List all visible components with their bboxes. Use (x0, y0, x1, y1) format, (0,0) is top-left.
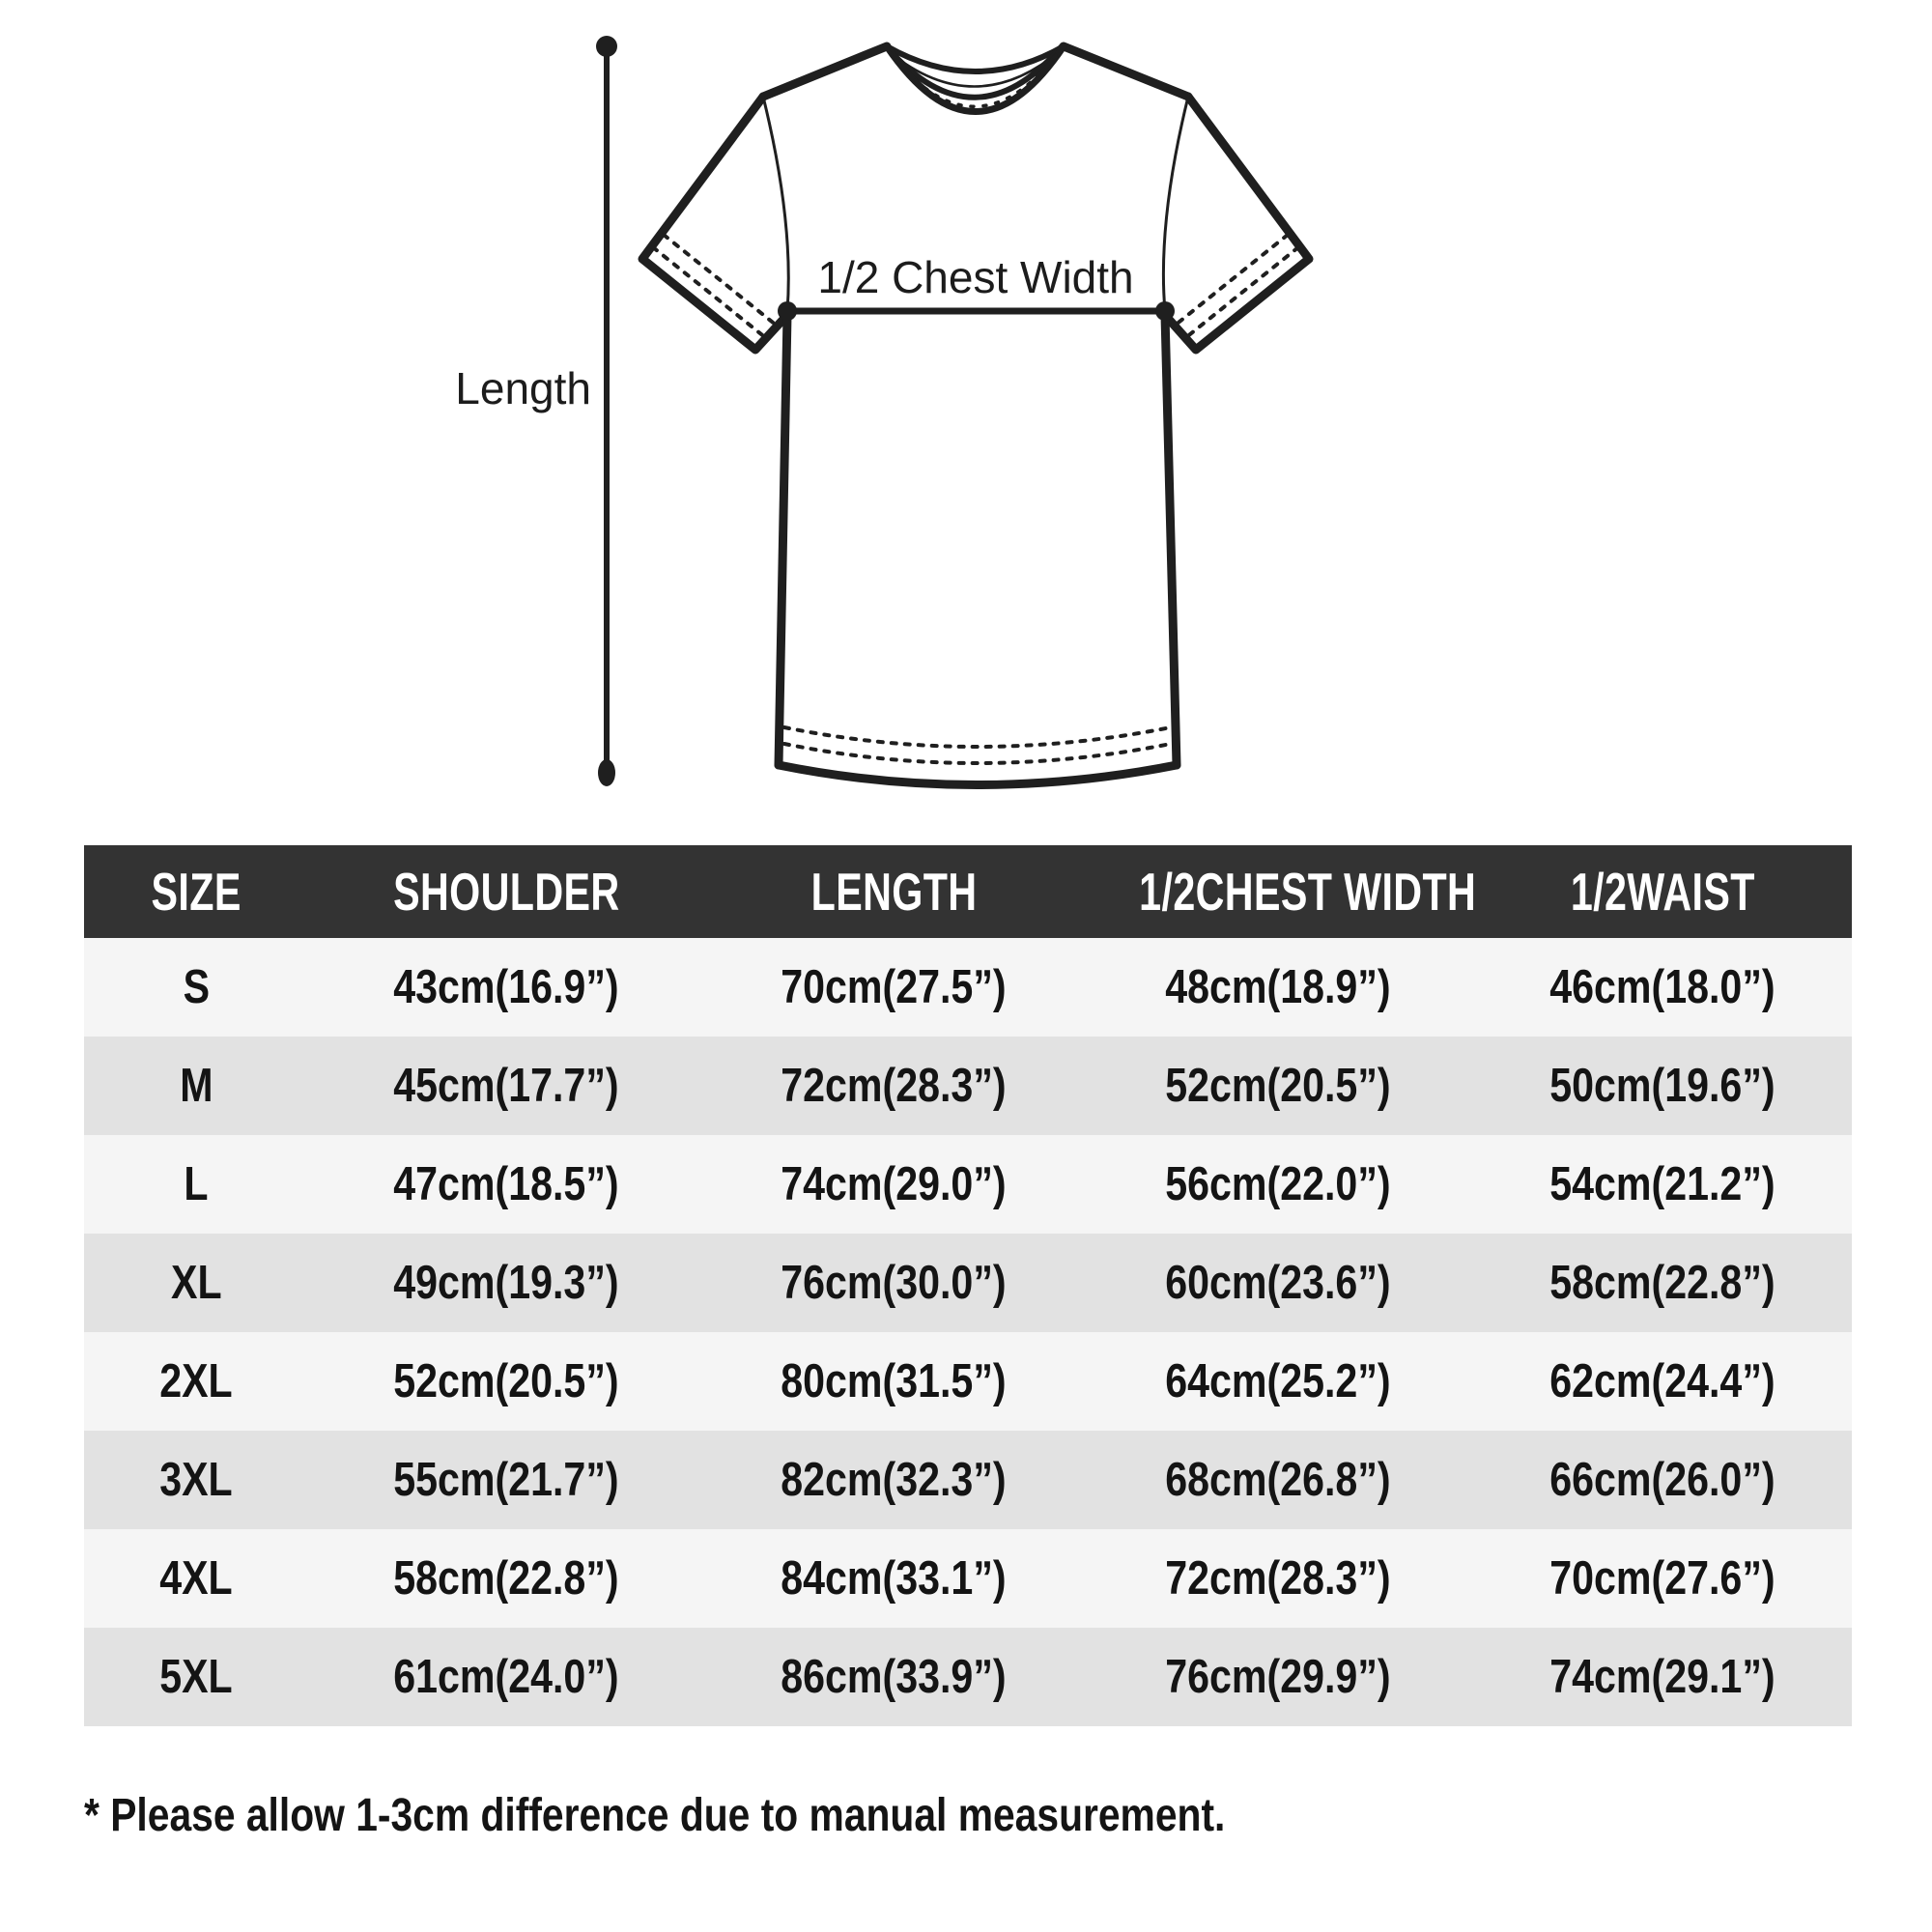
shoulder-cell: 45cm(17.7”) (308, 1037, 704, 1135)
size-cell: S (84, 938, 308, 1037)
chest-cell: 56cm(22.0”) (1083, 1135, 1473, 1234)
chest-measure-right-dot (1155, 301, 1175, 321)
chest-measure-left-dot (778, 301, 797, 321)
chest-cell: 64cm(25.2”) (1083, 1332, 1473, 1431)
size-cell: 4XL (84, 1529, 308, 1628)
column-header-length: LENGTH (704, 845, 1083, 938)
length-measure-bottom-dot (598, 759, 615, 786)
tshirt-outline-drawing (0, 0, 1932, 845)
shoulder-cell: 58cm(22.8”) (308, 1529, 704, 1628)
chest-cell: 52cm(20.5”) (1083, 1037, 1473, 1135)
column-header-shoulder: SHOULDER (308, 845, 704, 938)
length-label: Length (455, 363, 591, 413)
shoulder-cell: 49cm(19.3”) (308, 1234, 704, 1332)
table-row-m (84, 1037, 1852, 1135)
measurement-disclaimer: * Please allow 1-3cm difference due to manual measurement. (84, 1790, 1226, 1841)
length-cell: 80cm(31.5”) (704, 1332, 1083, 1431)
length-measure-top-dot (596, 36, 617, 57)
length-cell: 74cm(29.0”) (704, 1135, 1083, 1234)
size-cell: XL (84, 1234, 308, 1332)
table-row-l (84, 1135, 1852, 1234)
size-table-container (84, 845, 1852, 1726)
waist-cell: 62cm(24.4”) (1473, 1332, 1852, 1431)
shoulder-cell: 52cm(20.5”) (308, 1332, 704, 1431)
chest-cell: 60cm(23.6”) (1083, 1234, 1473, 1332)
length-cell: 84cm(33.1”) (704, 1529, 1083, 1628)
shoulder-cell: 43cm(16.9”) (308, 938, 704, 1037)
waist-cell: 58cm(22.8”) (1473, 1234, 1852, 1332)
table-row-5xl (84, 1628, 1852, 1726)
column-header-chest-width: 1/2CHEST WIDTH (1083, 845, 1473, 938)
length-cell: 86cm(33.9”) (704, 1628, 1083, 1726)
table-row-4xl (84, 1529, 1852, 1628)
waist-cell: 70cm(27.6”) (1473, 1529, 1852, 1628)
column-header-waist: 1/2WAIST (1473, 845, 1852, 938)
waist-cell: 74cm(29.1”) (1473, 1628, 1852, 1726)
tshirt-body-fill (642, 46, 1309, 785)
shoulder-cell: 47cm(18.5”) (308, 1135, 704, 1234)
length-cell: 82cm(32.3”) (704, 1431, 1083, 1529)
chest-cell: 68cm(26.8”) (1083, 1431, 1473, 1529)
size-cell: M (84, 1037, 308, 1135)
chest-cell: 76cm(29.9”) (1083, 1628, 1473, 1726)
waist-cell: 50cm(19.6”) (1473, 1037, 1852, 1135)
length-cell: 70cm(27.5”) (704, 938, 1083, 1037)
size-cell: 2XL (84, 1332, 308, 1431)
size-cell: 3XL (84, 1431, 308, 1529)
length-cell: 72cm(28.3”) (704, 1037, 1083, 1135)
size-table (84, 845, 1852, 1726)
waist-cell: 66cm(26.0”) (1473, 1431, 1852, 1529)
size-cell: L (84, 1135, 308, 1234)
table-row-2xl (84, 1332, 1852, 1431)
column-header-size: SIZE (84, 845, 308, 938)
length-cell: 76cm(30.0”) (704, 1234, 1083, 1332)
shoulder-cell: 55cm(21.7”) (308, 1431, 704, 1529)
waist-cell: 54cm(21.2”) (1473, 1135, 1852, 1234)
table-row-xl (84, 1234, 1852, 1332)
chest-width-label: 1/2 Chest Width (817, 252, 1134, 302)
waist-cell: 46cm(18.0”) (1473, 938, 1852, 1037)
size-cell: 5XL (84, 1628, 308, 1726)
shoulder-cell: 61cm(24.0”) (308, 1628, 704, 1726)
table-row-3xl (84, 1431, 1852, 1529)
table-header-row (84, 845, 1852, 938)
chest-cell: 48cm(18.9”) (1083, 938, 1473, 1037)
table-row-s (84, 938, 1852, 1037)
chest-cell: 72cm(28.3”) (1083, 1529, 1473, 1628)
tshirt-measurement-diagram (0, 0, 1932, 845)
